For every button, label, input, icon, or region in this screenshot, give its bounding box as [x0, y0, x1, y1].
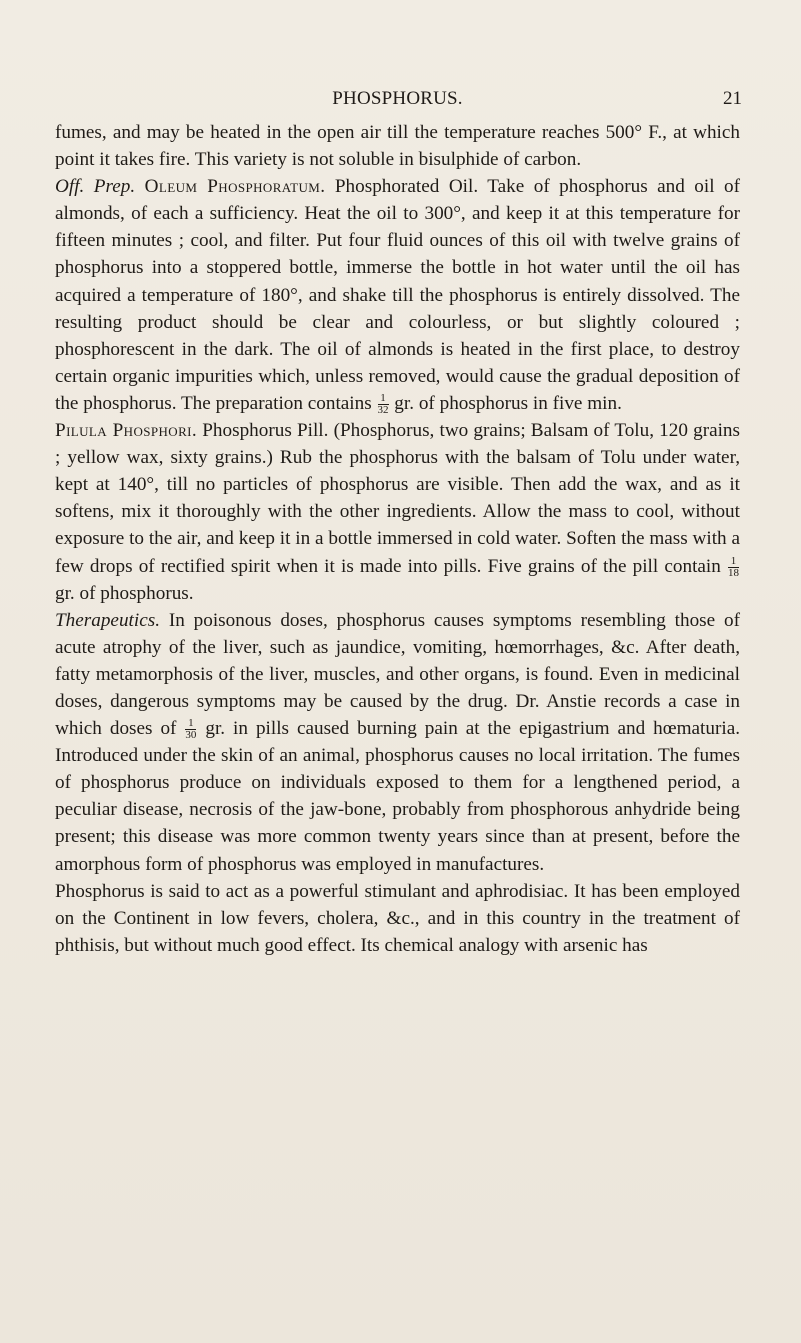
fraction-one-eighteenth [728, 554, 739, 579]
page-number: 21 [723, 88, 742, 109]
fraction-numerator: 1 [380, 392, 386, 405]
therapeutics-heading: Therapeutics. [55, 609, 160, 631]
paragraph-oleum-phosphoratum [55, 173, 740, 417]
paragraph-pilula-phosphori [55, 417, 740, 607]
pilula-phosphori-title: Pilula Phosphori. [55, 420, 198, 442]
page-body-text [55, 119, 740, 959]
fraction-denominator: 30 [185, 729, 197, 742]
oleum-phosphoratum-text-end: gr. of phosphorus in five min. [394, 392, 622, 414]
paragraph-therapeutics [55, 607, 740, 878]
off-prep-label: Off. Prep. [55, 176, 136, 198]
running-head-title: PHOSPHORUS. [332, 88, 463, 109]
fraction-denominator: 32 [377, 404, 389, 417]
fraction-numerator: 1 [730, 554, 737, 567]
oleum-phosphoratum-title: Oleum Phosphoratum. [144, 176, 326, 198]
paragraph-fumes-text: fumes, and may be heated in the open air till the temperature reaches 500° F., at which point it takes fire. This variety is not soluble in bisulphide of carbon. [55, 122, 740, 171]
therapeutics-text: In poisonous doses, phosphorus causes symptoms resembling those of acute atrophy of the liver, such as jaundice, vomiting, hœmorrhages, &c. After death, fatty metamorphosis of the liver, muscles, and other organs, is found. Even in medicinal doses, dangerous symptoms may be caused by the drug. Dr. Anstie records a case in which doses of [55, 609, 740, 740]
fraction-numerator: 1 [188, 717, 194, 730]
fraction-denominator: 18 [728, 566, 739, 579]
fraction-one-thirtieth [185, 719, 196, 740]
paragraph-stimulant [55, 878, 740, 959]
page-header [55, 88, 740, 112]
paragraph-fumes [55, 119, 740, 173]
pilula-phosphori-text-end: gr. of phosphorus. [55, 582, 194, 604]
pilula-phosphori-text: Phosphorus Pill. (Phosphorus, two grains; Balsam of Tolu, 120 grains ; yellow wax, sixty grains.) Rub the phosphorus with the balsam of Tolu under water, kept at 140°, till no particles of phosphorus are visible. Then add the wax, and as it softens, mix it thoroughly with the other ingredients. Allow the mass to cool, without exposure to the air, and keep it in a bottle immersed in cold water. Soften the mass with a few drops of rectified spirit when it is made into pills. Five grains of the pill contain [55, 420, 740, 577]
fraction-one-thirty-second [378, 394, 389, 415]
stimulant-text: Phosphorus is said to act as a powerful stimulant and aphrodisiac. It has been employed on the Continent in low fevers, cholera, &c., and in this country in the treatment of phthisis, but without much good effect. Its chemical analogy with arsenic has [55, 880, 740, 956]
therapeutics-text-end: gr. in pills caused burning pain at the epigastrium and hœmaturia. Introduced under the skin of an animal, phosphorus causes no local irritation. The fumes of phosphorus produce on individuals exposed to them for a lengthened period, a peculiar disease, necrosis of the jaw-bone, probably from phosphorous anhydride being present; this disease was more common twenty years since than at present, before the amorphous form of phosphorus was employed in manufactures. [55, 718, 741, 875]
oleum-phosphoratum-text: Phosphorated Oil. Take of phosphorus and oil of almonds, of each a sufficiency. Heat the oil to 300°, and keep it at this temperature for fifteen minutes ; cool, and filter. Put four fluid ounces of this oil with twelve grains of phosphorus into a stoppered bottle, immerse the bottle in hot water until the oil has acquired a temperature of 180°, and shake till the phosphorus is entirely dissolved. The resulting product should be clear and colourless, or but slightly coloured ; phosphorescent in the dark. The oil of almonds is heated in the first place, to destroy certain organic impurities which, unless removed, would cause the gradual deposition of the phosphorus. The preparation contains [55, 176, 741, 414]
